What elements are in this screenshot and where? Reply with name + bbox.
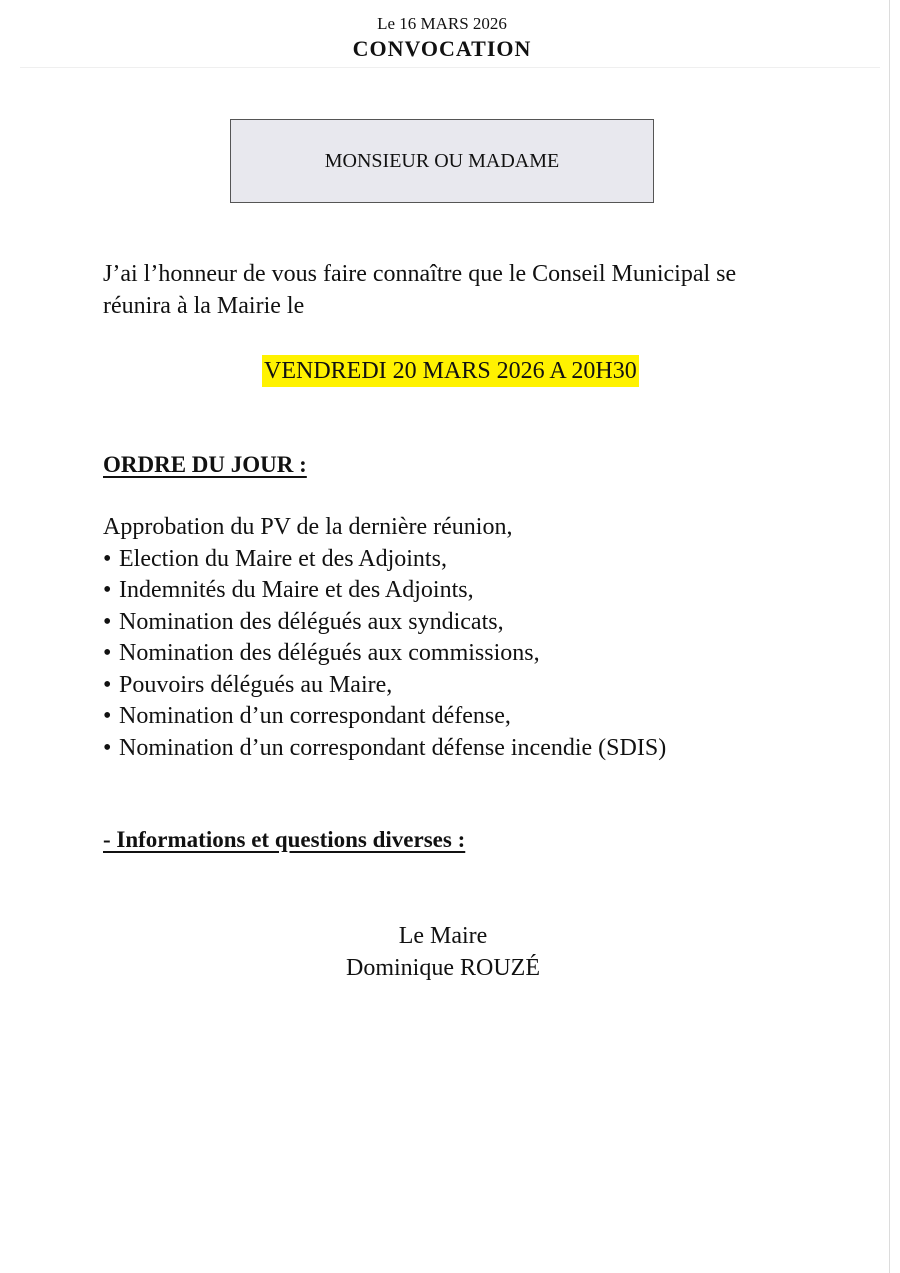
document-date: Le 16 MARS 2026	[377, 14, 507, 33]
agenda-item-text: Nomination d’un correspondant défense,	[119, 703, 511, 729]
intro-line-1: J’ai l’honneur de vous faire connaître que le Conseil Municipal se	[103, 261, 737, 287]
signature-block	[330, 920, 556, 984]
agenda-item-text: Indemnités du Maire et des Adjoints,	[119, 577, 474, 603]
agenda-item-text: Approbation du PV de la dernière réunion,	[103, 514, 513, 540]
recipient-box	[230, 119, 654, 203]
header-divider	[20, 67, 880, 68]
agenda-item	[103, 575, 843, 607]
agenda-item-text: Pouvoirs délégués au Maire,	[119, 671, 393, 698]
bullet-icon: •	[103, 577, 112, 603]
recipient-label: MONSIEUR OU MADAME	[324, 149, 560, 172]
agenda-item	[103, 733, 843, 765]
agenda-list	[103, 512, 843, 764]
agenda-item-text: Nomination des délégués aux commissions,	[119, 640, 540, 666]
signature-name: Dominique ROUZÉ	[346, 955, 540, 981]
agenda-item	[103, 638, 843, 670]
agenda-item-text: Nomination d’un correspondant défense incendie (SDIS)	[119, 734, 667, 761]
bullet-icon: •	[103, 640, 112, 666]
agenda-item	[103, 512, 843, 544]
bullet-icon: •	[103, 545, 112, 572]
meeting-datetime: VENDREDI 20 MARS 2026 A 20H30	[262, 355, 639, 387]
document-title: CONVOCATION	[352, 36, 532, 61]
agenda-item	[103, 544, 843, 576]
intro-paragraph	[103, 258, 843, 322]
bullet-icon: •	[103, 703, 112, 729]
signature-role: Le Maire	[398, 923, 488, 949]
scan-edge-line	[889, 0, 890, 1273]
intro-line-2: réunira à la Mairie le	[103, 293, 305, 319]
bullet-icon: •	[103, 671, 112, 698]
agenda-item-text: Election du Maire et des Adjoints,	[119, 545, 447, 572]
agenda-heading: ORDRE DU JOUR :	[103, 452, 307, 477]
bullet-icon: •	[103, 734, 112, 761]
bullet-icon: •	[103, 608, 112, 635]
agenda-item-text: Nomination des délégués aux syndicats,	[119, 608, 504, 635]
agenda-item	[103, 607, 843, 639]
agenda-item	[103, 701, 843, 733]
misc-heading: - Informations et questions diverses :	[103, 827, 466, 852]
agenda-item	[103, 670, 843, 702]
